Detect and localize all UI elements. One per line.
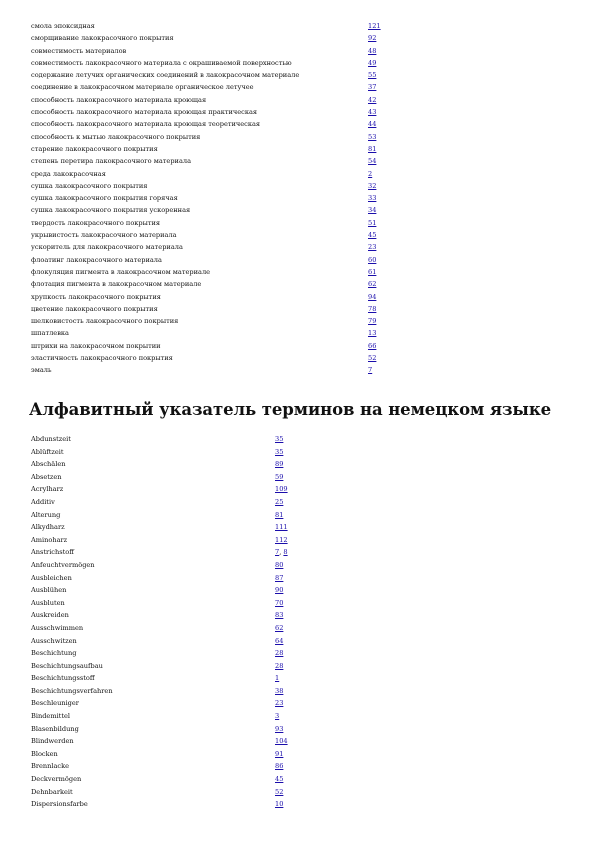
page-link[interactable]: 121 xyxy=(368,22,381,30)
index-entry xyxy=(31,291,571,303)
page-references xyxy=(275,786,283,799)
index-term: Beschichtungsverfahren xyxy=(31,686,113,695)
page-link[interactable]: 8 xyxy=(283,548,288,557)
index-entry xyxy=(31,597,571,610)
page-references xyxy=(275,509,283,522)
page-link[interactable]: 23 xyxy=(275,699,284,708)
index-entry xyxy=(31,483,571,496)
index-term: сушка лакокрасочного покрытия xyxy=(31,181,148,190)
page-references xyxy=(368,340,376,352)
page-references xyxy=(275,534,288,547)
index-entry xyxy=(31,697,571,710)
page-link[interactable]: 23 xyxy=(368,243,377,252)
index-term: Beschleuniger xyxy=(31,699,79,708)
page-link[interactable]: 52 xyxy=(275,787,284,796)
page-references xyxy=(368,229,376,241)
page-references xyxy=(275,609,283,622)
index-term: Ablüftzeit xyxy=(31,447,64,456)
page-link[interactable]: 59 xyxy=(275,472,284,481)
page-link[interactable]: 53 xyxy=(368,132,377,141)
page-references xyxy=(368,155,376,167)
index-entry xyxy=(31,446,571,459)
page-references xyxy=(368,94,376,106)
index-term: укрывистость лакокрасочного материала xyxy=(31,231,177,240)
page-link[interactable]: 62 xyxy=(368,280,377,289)
page-references xyxy=(275,458,283,471)
page-references xyxy=(368,143,376,155)
page-link[interactable]: 89 xyxy=(275,460,284,469)
index-term: степень перетира лакокрасочного материала xyxy=(31,157,191,166)
page-references xyxy=(368,32,376,44)
page-references xyxy=(275,660,283,673)
index-term: Dispersionsfarbe xyxy=(31,800,88,809)
index-term: Anfeuchtvermögen xyxy=(31,560,95,569)
index-entry xyxy=(31,748,571,761)
page-link[interactable]: 104 xyxy=(275,737,288,746)
page-references xyxy=(368,180,376,192)
index-entry xyxy=(31,241,571,253)
page-references xyxy=(275,622,283,635)
page-references xyxy=(275,773,283,786)
index-term: старение лакокрасочного покрытия xyxy=(31,144,158,153)
index-term: совместимость материалов xyxy=(31,46,127,55)
index-entry xyxy=(31,180,571,192)
index-entry xyxy=(31,81,571,93)
index-term: способность лакокрасочного материала кроющая xyxy=(31,95,207,104)
index-entry xyxy=(31,710,571,723)
index-entry xyxy=(31,521,571,534)
page-references xyxy=(275,521,288,534)
page-references xyxy=(368,291,376,303)
page-link[interactable]: 32 xyxy=(368,181,377,190)
index-entry xyxy=(31,204,571,216)
index-entry xyxy=(31,572,571,585)
page-references xyxy=(368,352,376,364)
page-link[interactable]: 92 xyxy=(368,34,377,43)
page-link[interactable]: 83 xyxy=(275,611,284,620)
index-term: способность лакокрасочного материала кроющая практическая xyxy=(31,108,258,117)
page-link[interactable]: 35 xyxy=(275,447,284,456)
page-link[interactable]: 93 xyxy=(275,724,284,733)
page-link[interactable]: 2 xyxy=(368,169,373,178)
russian-term-index xyxy=(31,20,571,377)
index-entry xyxy=(31,94,571,106)
page-references xyxy=(275,748,283,761)
index-term: Blocken xyxy=(31,749,58,758)
index-term: Beschichtungsaufbau xyxy=(31,661,103,670)
page-link[interactable]: 111 xyxy=(275,523,288,532)
page-references xyxy=(368,106,376,118)
index-term: эластичность лакокрасочного покрытия xyxy=(31,354,173,363)
index-term: Ausschwimmen xyxy=(31,623,84,632)
index-term: Blasenbildung xyxy=(31,724,79,733)
page-references xyxy=(275,723,283,736)
index-entry xyxy=(31,559,571,572)
page-link[interactable]: 34 xyxy=(368,206,377,215)
index-entry xyxy=(31,168,571,180)
index-term: Aminoharz xyxy=(31,535,68,544)
page-references xyxy=(275,635,283,648)
index-term: Alkydharz xyxy=(31,523,65,532)
index-term: сушка лакокрасочного покрытия ускоренная xyxy=(31,206,191,215)
index-entry xyxy=(31,635,571,648)
page-references xyxy=(368,266,376,278)
page-link[interactable]: 60 xyxy=(368,255,377,264)
index-entry xyxy=(31,364,571,376)
index-term: Bindemittel xyxy=(31,712,70,721)
index-entry xyxy=(31,735,571,748)
page-references xyxy=(275,647,283,660)
page-link[interactable]: 10 xyxy=(275,800,284,809)
index-entry xyxy=(31,685,571,698)
index-term: цветение лакокрасочного покрытия xyxy=(31,304,158,313)
page-references xyxy=(368,69,376,81)
index-entry xyxy=(31,155,571,167)
page-references xyxy=(275,735,288,748)
page-references xyxy=(275,584,283,597)
index-entry xyxy=(31,622,571,635)
index-entry xyxy=(31,327,571,339)
index-entry xyxy=(31,433,571,446)
index-entry xyxy=(31,672,571,685)
index-term: Abdunstzeit xyxy=(31,435,71,443)
index-term: способность лакокрасочного материала кроющая теоретическая xyxy=(31,120,261,129)
page-separator: , xyxy=(279,548,284,557)
page-link[interactable]: 48 xyxy=(368,46,377,55)
index-term: Beschichtungsstoff xyxy=(31,674,95,683)
page-references xyxy=(368,118,376,130)
page-link[interactable]: 54 xyxy=(368,157,377,166)
index-term: Ausblühen xyxy=(31,586,67,595)
page-references xyxy=(368,57,376,69)
german-term-index xyxy=(31,433,571,811)
page-references xyxy=(368,278,376,290)
index-entry xyxy=(31,192,571,204)
index-entry xyxy=(31,509,571,522)
page-references xyxy=(275,572,283,585)
index-term: Absetzen xyxy=(31,472,62,481)
page-link[interactable]: 43 xyxy=(368,108,377,117)
index-entry xyxy=(31,315,571,327)
page-references xyxy=(275,446,283,459)
page-link[interactable]: 49 xyxy=(368,58,377,67)
page-references xyxy=(368,204,376,216)
page-link[interactable]: 42 xyxy=(368,95,377,104)
index-entry xyxy=(31,217,571,229)
german-index-heading: Алфавитный указатель терминов на немецком языке xyxy=(29,400,552,419)
page-references xyxy=(368,254,376,266)
index-entry xyxy=(31,32,571,44)
index-entry xyxy=(31,760,571,773)
page-references xyxy=(275,471,283,484)
page-link[interactable]: 45 xyxy=(368,231,377,240)
index-term: сушка лакокрасочного покрытия горячая xyxy=(31,194,178,203)
index-entry xyxy=(31,254,571,266)
page-references xyxy=(368,192,376,204)
page-link[interactable]: 37 xyxy=(368,83,377,92)
page-link[interactable]: 64 xyxy=(275,636,284,645)
index-entry xyxy=(31,546,571,559)
index-term: Deckvermögen xyxy=(31,775,82,784)
page-references xyxy=(368,241,376,253)
index-term: Blindwerden xyxy=(31,737,74,746)
index-term: Ausbleichen xyxy=(31,573,72,582)
index-term: штрихи на лакокрасочном покрытии xyxy=(31,341,161,350)
page-link[interactable]: 61 xyxy=(368,267,377,276)
index-term: хрупкость лакокрасочного покрытия xyxy=(31,292,161,301)
index-entry xyxy=(31,69,571,81)
page-link[interactable]: 70 xyxy=(275,598,284,607)
page-link[interactable]: 52 xyxy=(368,354,377,363)
page-link[interactable]: 45 xyxy=(275,775,284,784)
page-link[interactable]: 62 xyxy=(275,623,284,632)
page-link[interactable]: 79 xyxy=(368,317,377,326)
page-link[interactable]: 86 xyxy=(275,762,284,771)
page-link[interactable]: 87 xyxy=(275,573,284,582)
page-references xyxy=(275,672,279,685)
index-entry xyxy=(31,496,571,509)
page-references xyxy=(275,559,283,572)
page-link[interactable]: 35 xyxy=(275,435,284,443)
page-references xyxy=(368,217,376,229)
page-link[interactable]: 51 xyxy=(368,218,377,227)
index-entry xyxy=(31,471,571,484)
page-references xyxy=(368,45,376,57)
page-references xyxy=(275,685,283,698)
index-term: Ausschwitzen xyxy=(31,636,77,645)
index-entry xyxy=(31,303,571,315)
index-entry xyxy=(31,798,571,811)
page-link[interactable]: 1 xyxy=(275,674,280,683)
index-entry xyxy=(31,786,571,799)
index-entry xyxy=(31,45,571,57)
index-entry xyxy=(31,609,571,622)
page-link[interactable]: 80 xyxy=(275,560,284,569)
page-link[interactable]: 28 xyxy=(275,661,284,670)
index-term: ускоритель для лакокрасочного материала xyxy=(31,243,183,252)
index-entry xyxy=(31,57,571,69)
index-term: совместимость лакокрасочного материала с окрашиваемой поверхностью xyxy=(31,58,292,67)
page-references xyxy=(275,483,288,496)
index-term: Additiv xyxy=(31,497,55,506)
index-entry xyxy=(31,534,571,547)
page-references xyxy=(368,131,376,143)
page-references xyxy=(275,496,283,509)
page-link[interactable]: 28 xyxy=(275,649,284,658)
index-entry xyxy=(31,131,571,143)
page-link[interactable]: 81 xyxy=(368,144,377,153)
page-references xyxy=(275,760,283,773)
index-term: Ausbluten xyxy=(31,598,65,607)
page-references xyxy=(275,597,283,610)
page-link[interactable]: 91 xyxy=(275,749,284,758)
index-term: соединение в лакокрасочном материале органическое летучее xyxy=(31,83,254,92)
index-term: флотация пигмента в лакокрасочном материале xyxy=(31,280,202,289)
page-references xyxy=(275,697,283,710)
index-term: Auskreiden xyxy=(31,611,69,620)
index-entry xyxy=(31,660,571,673)
index-term: Anstrichstoff xyxy=(31,548,74,557)
index-entry xyxy=(31,340,571,352)
page-link[interactable]: 3 xyxy=(275,712,280,721)
page-references xyxy=(368,81,376,93)
index-term: содержание летучих органических соединений в лакокрасочном материале xyxy=(31,71,300,80)
page-references xyxy=(368,20,381,32)
index-term: флоатинг лакокрасочного материала xyxy=(31,255,162,264)
page-references xyxy=(275,433,283,446)
index-term: шелковистость лакокрасочного покрытия xyxy=(31,317,179,326)
page-link[interactable]: 66 xyxy=(368,341,377,350)
index-entry xyxy=(31,143,571,155)
index-entry xyxy=(31,647,571,660)
index-entry xyxy=(31,352,571,364)
index-entry xyxy=(31,20,571,32)
page-link[interactable]: 13 xyxy=(368,329,377,338)
index-entry xyxy=(31,773,571,786)
page-references xyxy=(368,168,372,180)
page-references xyxy=(368,303,376,315)
index-term: сморщивание лакокрасочного покрытия xyxy=(31,34,174,43)
page-references xyxy=(368,327,376,339)
index-entry xyxy=(31,278,571,290)
page-link[interactable]: 81 xyxy=(275,510,284,519)
index-term: Abschälen xyxy=(31,460,66,469)
index-term: твердость лакокрасочного покрытия xyxy=(31,218,161,227)
index-term: смола эпоксидная xyxy=(31,22,95,30)
index-term: эмаль xyxy=(31,366,52,375)
index-term: среда лакокрасочная xyxy=(31,169,106,178)
index-entry xyxy=(31,106,571,118)
page-link[interactable]: 25 xyxy=(275,497,284,506)
page-references xyxy=(275,710,279,723)
page-link[interactable]: 38 xyxy=(275,686,284,695)
page-references xyxy=(368,364,372,376)
page-references xyxy=(368,315,376,327)
index-term: Beschichtung xyxy=(31,649,77,658)
index-term: Alterung xyxy=(31,510,61,519)
index-term: Brennlacke xyxy=(31,762,70,771)
index-entry xyxy=(31,229,571,241)
index-term: флокуляция пигмента в лакокрасочном материале xyxy=(31,267,211,276)
page-link[interactable]: 7 xyxy=(368,366,373,375)
page-link[interactable]: 7 xyxy=(275,548,280,557)
page-link[interactable]: 44 xyxy=(368,120,377,129)
index-term: способность к мытью лакокрасочного покрытия xyxy=(31,132,201,141)
page-link[interactable]: 109 xyxy=(275,485,288,494)
page-link[interactable]: 112 xyxy=(275,535,288,544)
page-link[interactable]: 94 xyxy=(368,292,377,301)
page-link[interactable]: 33 xyxy=(368,194,377,203)
page-link[interactable]: 78 xyxy=(368,304,377,313)
page-link[interactable]: 90 xyxy=(275,586,284,595)
page-link[interactable]: 55 xyxy=(368,71,377,80)
index-term: Dehnbarkeit xyxy=(31,787,73,796)
index-term: шпатлевка xyxy=(31,329,69,338)
index-entry xyxy=(31,584,571,597)
page-references xyxy=(275,546,288,559)
index-term: Acrylharz xyxy=(31,485,64,494)
index-entry xyxy=(31,118,571,130)
index-entry xyxy=(31,458,571,471)
page-references xyxy=(275,798,283,811)
index-entry xyxy=(31,266,571,278)
index-entry xyxy=(31,723,571,736)
